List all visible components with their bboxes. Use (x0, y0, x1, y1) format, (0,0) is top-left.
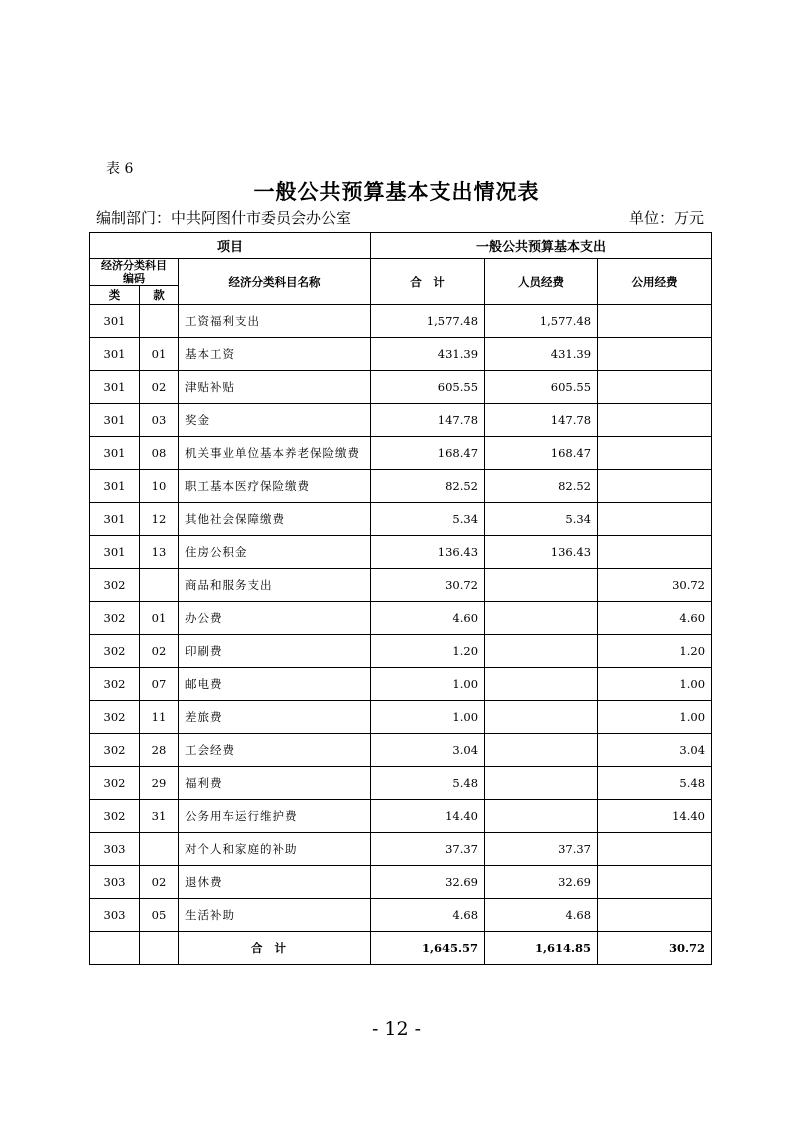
public-cell: 5.48 (598, 767, 712, 800)
public-cell (598, 305, 712, 338)
table-row (90, 668, 712, 701)
table-row (90, 437, 712, 470)
table-row (90, 305, 712, 338)
item-name-cell: 其他社会保障缴费 (179, 503, 371, 536)
total-cell: 5.48 (371, 767, 485, 800)
personnel-cell (485, 668, 598, 701)
item-name-cell: 印刷费 (179, 635, 371, 668)
code-lei-cell: 303 (90, 899, 140, 932)
table-row (90, 470, 712, 503)
public-cell (598, 404, 712, 437)
total-cell: 1.00 (371, 668, 485, 701)
personnel-cell: 32.69 (485, 866, 598, 899)
header-project: 项目 (90, 233, 371, 259)
total-cell: 30.72 (371, 569, 485, 602)
department-label: 编制部门：中共阿图什市委员会办公室 (96, 209, 352, 227)
code-kuan-cell: 01 (140, 602, 179, 635)
code-lei-cell: 303 (90, 833, 140, 866)
total-cell: 82.52 (371, 470, 485, 503)
code-kuan-cell: 28 (140, 734, 179, 767)
code-kuan-cell: 13 (140, 536, 179, 569)
total-label-cell: 合计 (179, 932, 371, 965)
code-kuan-cell: 03 (140, 404, 179, 437)
budget-table-body (90, 233, 712, 965)
document-title: 一般公共预算基本支出情况表 (253, 180, 540, 204)
total-cell: 431.39 (371, 338, 485, 371)
personnel-cell: 605.55 (485, 371, 598, 404)
public-cell (598, 338, 712, 371)
meta-row (92, 207, 704, 229)
total-cell: 1.00 (371, 701, 485, 734)
item-name-cell: 生活补助 (179, 899, 371, 932)
code-lei-cell: 301 (90, 338, 140, 371)
code-kuan-cell: 07 (140, 668, 179, 701)
code-kuan-cell: 08 (140, 437, 179, 470)
total-cell: 147.78 (371, 404, 485, 437)
header-name: 经济分类科目名称 (179, 259, 371, 305)
item-name-cell: 退休费 (179, 866, 371, 899)
total-cell: 4.60 (371, 602, 485, 635)
code-kuan-cell: 10 (140, 470, 179, 503)
table-row (90, 899, 712, 932)
item-name-cell: 办公费 (179, 602, 371, 635)
code-lei-cell: 301 (90, 470, 140, 503)
code-lei-cell: 302 (90, 767, 140, 800)
item-name-cell: 工会经费 (179, 734, 371, 767)
budget-table (89, 232, 712, 965)
header-total: 合 计 (371, 259, 485, 305)
code-lei-cell: 302 (90, 569, 140, 602)
code-kuan-cell: 02 (140, 866, 179, 899)
header-lei: 类 (90, 286, 140, 305)
total-blank-lei (90, 932, 140, 965)
code-lei-cell: 302 (90, 800, 140, 833)
personnel-cell (485, 569, 598, 602)
public-cell (598, 866, 712, 899)
public-cell (598, 437, 712, 470)
item-name-cell: 邮电费 (179, 668, 371, 701)
grand-public-cell: 30.72 (598, 932, 712, 965)
public-cell (598, 536, 712, 569)
public-cell (598, 371, 712, 404)
table-row (90, 404, 712, 437)
code-lei-cell: 302 (90, 635, 140, 668)
total-cell: 3.04 (371, 734, 485, 767)
table-row (90, 371, 712, 404)
total-cell: 5.34 (371, 503, 485, 536)
code-lei-cell: 302 (90, 701, 140, 734)
item-name-cell: 福利费 (179, 767, 371, 800)
table-row (90, 536, 712, 569)
table-row (90, 569, 712, 602)
code-lei-cell: 302 (90, 734, 140, 767)
code-lei-cell: 301 (90, 305, 140, 338)
code-kuan-cell (140, 305, 179, 338)
total-cell: 4.68 (371, 899, 485, 932)
item-name-cell: 津贴补贴 (179, 371, 371, 404)
total-blank-kuan (140, 932, 179, 965)
table-row (90, 800, 712, 833)
table-row (90, 602, 712, 635)
code-lei-cell: 302 (90, 668, 140, 701)
code-lei-cell: 301 (90, 536, 140, 569)
personnel-cell: 37.37 (485, 833, 598, 866)
code-lei-cell: 302 (90, 602, 140, 635)
table-row (90, 503, 712, 536)
total-cell: 168.47 (371, 437, 485, 470)
item-name-cell: 差旅费 (179, 701, 371, 734)
item-name-cell: 机关事业单位基本养老保险缴费 (179, 437, 371, 470)
unit-label: 单位：万元 (628, 209, 704, 227)
item-name-cell: 商品和服务支出 (179, 569, 371, 602)
code-lei-cell: 301 (90, 404, 140, 437)
table-number-label: 表 6 (106, 161, 134, 177)
header-code-group: 经济分类科目编码 (90, 259, 179, 286)
total-cell: 1,577.48 (371, 305, 485, 338)
public-cell: 1.20 (598, 635, 712, 668)
table-row (90, 701, 712, 734)
code-kuan-cell: 01 (140, 338, 179, 371)
public-cell (598, 833, 712, 866)
personnel-cell: 147.78 (485, 404, 598, 437)
item-name-cell: 职工基本医疗保险缴费 (179, 470, 371, 503)
public-cell: 30.72 (598, 569, 712, 602)
table-row (90, 734, 712, 767)
personnel-cell: 5.34 (485, 503, 598, 536)
public-cell: 4.60 (598, 602, 712, 635)
personnel-cell: 431.39 (485, 338, 598, 371)
header-row-1 (90, 233, 712, 259)
item-name-cell: 奖金 (179, 404, 371, 437)
code-kuan-cell: 02 (140, 371, 179, 404)
code-lei-cell: 301 (90, 371, 140, 404)
grand-total-cell: 1,645.57 (371, 932, 485, 965)
code-kuan-cell: 31 (140, 800, 179, 833)
total-row (90, 932, 712, 965)
total-cell: 605.55 (371, 371, 485, 404)
total-cell: 32.69 (371, 866, 485, 899)
public-cell (598, 503, 712, 536)
header-kuan: 款 (140, 286, 179, 305)
public-cell: 1.00 (598, 668, 712, 701)
code-kuan-cell: 29 (140, 767, 179, 800)
code-kuan-cell (140, 569, 179, 602)
code-lei-cell: 303 (90, 866, 140, 899)
total-cell: 37.37 (371, 833, 485, 866)
personnel-cell (485, 734, 598, 767)
header-expense-group: 一般公共预算基本支出 (371, 233, 712, 259)
item-name-cell: 公务用车运行维护费 (179, 800, 371, 833)
table-row (90, 767, 712, 800)
personnel-cell: 168.47 (485, 437, 598, 470)
table-row (90, 866, 712, 899)
personnel-cell (485, 635, 598, 668)
personnel-cell (485, 602, 598, 635)
personnel-cell (485, 701, 598, 734)
code-lei-cell: 301 (90, 437, 140, 470)
personnel-cell: 1,577.48 (485, 305, 598, 338)
public-cell: 1.00 (598, 701, 712, 734)
personnel-cell: 136.43 (485, 536, 598, 569)
header-personnel: 人员经费 (485, 259, 598, 305)
code-kuan-cell (140, 833, 179, 866)
public-cell: 3.04 (598, 734, 712, 767)
public-cell (598, 470, 712, 503)
personnel-cell (485, 767, 598, 800)
grand-personnel-cell: 1,614.85 (485, 932, 598, 965)
table-row (90, 338, 712, 371)
code-kuan-cell: 02 (140, 635, 179, 668)
code-kuan-cell: 05 (140, 899, 179, 932)
personnel-cell: 82.52 (485, 470, 598, 503)
page-number: - 12 - (371, 1018, 422, 1040)
personnel-cell: 4.68 (485, 899, 598, 932)
item-name-cell: 住房公积金 (179, 536, 371, 569)
code-kuan-cell: 11 (140, 701, 179, 734)
item-name-cell: 工资福利支出 (179, 305, 371, 338)
table-row (90, 635, 712, 668)
public-cell: 14.40 (598, 800, 712, 833)
total-cell: 136.43 (371, 536, 485, 569)
header-public: 公用经费 (598, 259, 712, 305)
item-name-cell: 基本工资 (179, 338, 371, 371)
total-cell: 1.20 (371, 635, 485, 668)
item-name-cell: 对个人和家庭的补助 (179, 833, 371, 866)
code-kuan-cell: 12 (140, 503, 179, 536)
total-cell: 14.40 (371, 800, 485, 833)
code-lei-cell: 301 (90, 503, 140, 536)
table-row (90, 833, 712, 866)
public-cell (598, 899, 712, 932)
header-row-2 (90, 259, 712, 286)
personnel-cell (485, 800, 598, 833)
